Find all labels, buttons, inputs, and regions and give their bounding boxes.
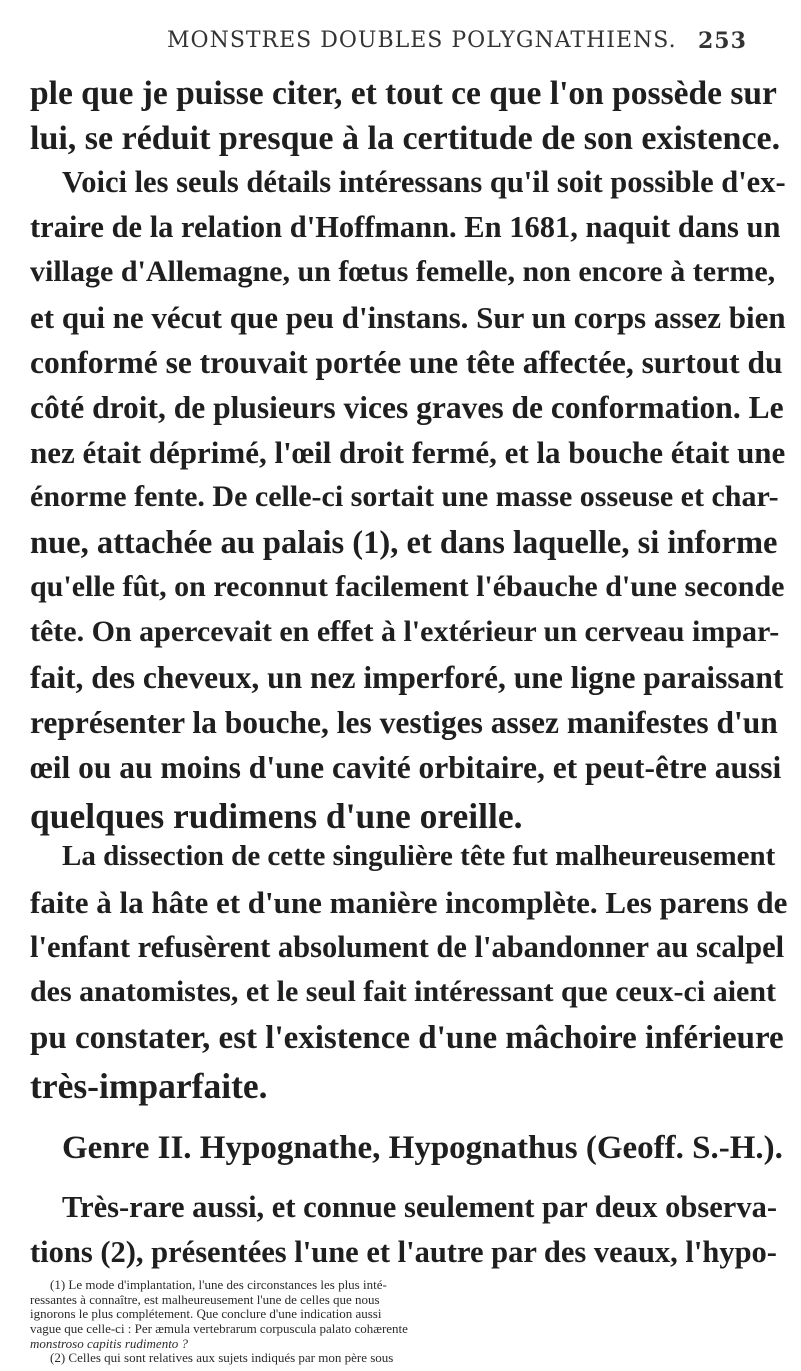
body-line-4: traire de la relation d'Hoffmann. En 1681, naquit dans un (30, 210, 781, 244)
body-line-2: lui, se réduit presque à la certitude de son existence. (30, 120, 781, 157)
footnote-line-2: ressantes à connaître, est malheureusement l'une de celles que nous (30, 1291, 380, 1307)
genre-heading: Genre II. Hypognathe, Hypognathus (Geoff. S.-H.). (62, 1130, 783, 1166)
body-line-8: côté droit, de plusieurs vices graves de conformation. Le (30, 390, 784, 425)
body-line-16: œil ou au moins d'une cavité orbitaire, et peut-être aussi (30, 750, 782, 785)
body-line-12: qu'elle fût, on reconnut facilement l'ébauche d'une seconde (30, 570, 785, 603)
body-line-26: tions (2), présentées l'une et l'autre par des veaux, l'hypo- (30, 1235, 777, 1269)
body-line-6: et qui ne vécut que peu d'instans. Sur un corps assez bien (30, 300, 786, 335)
footnote-line-3: ignorons le plus complétement. Que conclure d'une indication aussi (30, 1306, 382, 1322)
footnote-line-1: (1) Le mode d'implantation, l'une des circonstances les plus inté- (50, 1277, 387, 1292)
footnote-line-6: (2) Celles qui sont relatives aux sujets indiqués par mon père sous (50, 1350, 394, 1366)
footnote-line-4: vague que celle-ci : Per æmula vertebrarum corpuscula palato cohærente (30, 1321, 408, 1336)
body-line-3: Voici les seuls détails intéressans qu'il soit possible d'ex- (62, 165, 786, 199)
body-line-14: fait, des cheveux, un nez imperforé, une ligne paraissant (30, 660, 784, 695)
body-line-18: La dissection de cette singulière tête fut malheureusement (62, 840, 776, 872)
body-line-17: quelques rudimens d'une oreille. (30, 796, 523, 836)
body-line-9: nez était déprimé, l'œil droit fermé, et la bouche était une (30, 435, 786, 470)
footnote-line-5: monstroso capitis rudimento ? (30, 1335, 189, 1351)
body-line-13: tête. On apercevait en effet à l'extérieur un cerveau impar- (30, 615, 780, 648)
body-line-1: ple que je puisse citer, et tout ce que l'on possède sur (30, 75, 777, 112)
body-line-25: Très-rare aussi, et connue seulement par deux observa- (62, 1190, 777, 1224)
body-line-10: énorme fente. De celle-ci sortait une masse osseuse et char- (30, 480, 779, 513)
body-line-22: pu constater, est l'existence d'une mâchoire inférieure (30, 1020, 784, 1056)
body-line-20: l'enfant refusèrent absolument de l'abandonner au scalpel (30, 930, 785, 964)
body-line-19: faite à la hâte et d'une manière incomplète. Les parens de (30, 885, 788, 920)
body-line-23: très-imparfaite. (30, 1066, 268, 1106)
body-line-11: nue, attachée au palais (1), et dans laquelle, si informe (30, 525, 778, 561)
body-line-15: représenter la bouche, les vestiges assez manifestes d'un (30, 705, 778, 740)
body-line-7: conformé se trouvait portée une tête affectée, surtout du (30, 345, 783, 380)
page-number: 253 (698, 28, 747, 54)
body-line-21: des anatomistes, et le seul fait intéressant que ceux-ci aient (30, 975, 777, 1008)
running-title: MONSTRES DOUBLES POLYGNATHIENS. (167, 28, 677, 53)
body-line-5: village d'Allemagne, un fœtus femelle, non encore à terme, (30, 255, 776, 288)
